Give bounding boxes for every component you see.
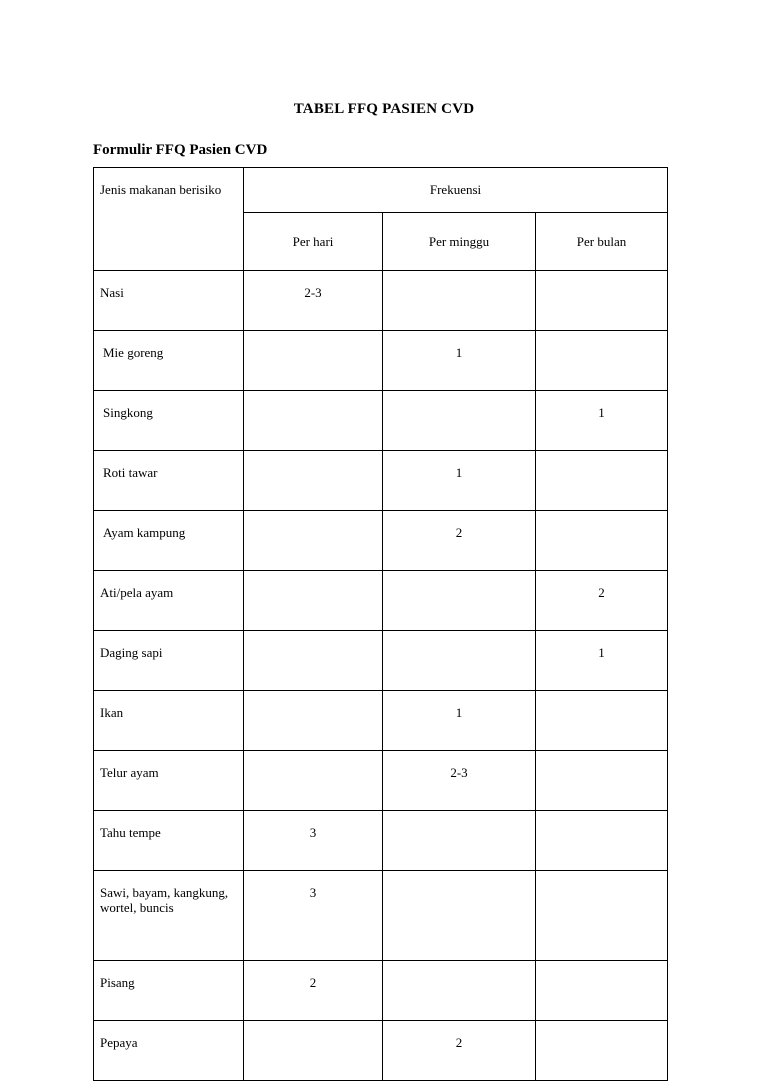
food-name: Roti tawar bbox=[94, 451, 244, 511]
table-row bbox=[94, 961, 668, 1021]
per-week-value bbox=[383, 571, 536, 631]
per-week-value bbox=[383, 391, 536, 451]
food-name: Singkong bbox=[94, 391, 244, 451]
per-day-value: 2 bbox=[244, 961, 383, 1021]
per-week-value: 2 bbox=[383, 511, 536, 571]
food-name: Pisang bbox=[94, 961, 244, 1021]
food-name: Mie goreng bbox=[94, 331, 244, 391]
food-name: Pepaya bbox=[94, 1021, 244, 1081]
food-name: Ikan bbox=[94, 691, 244, 751]
per-month-value bbox=[536, 451, 668, 511]
per-day-value bbox=[244, 331, 383, 391]
per-month-value bbox=[536, 811, 668, 871]
per-day-value bbox=[244, 751, 383, 811]
per-week-value: 2-3 bbox=[383, 751, 536, 811]
table-row bbox=[94, 451, 668, 511]
header-per-week: Per minggu bbox=[383, 213, 536, 271]
table-row bbox=[94, 391, 668, 451]
per-month-value bbox=[536, 871, 668, 961]
per-month-value bbox=[536, 751, 668, 811]
per-month-value bbox=[536, 271, 668, 331]
header-per-day: Per hari bbox=[244, 213, 383, 271]
per-day-value bbox=[244, 391, 383, 451]
per-month-value bbox=[536, 961, 668, 1021]
table-row bbox=[94, 511, 668, 571]
header-per-month: Per bulan bbox=[536, 213, 668, 271]
per-week-value: 2 bbox=[383, 1021, 536, 1081]
table-row bbox=[94, 871, 668, 961]
per-week-value bbox=[383, 871, 536, 961]
per-week-value bbox=[383, 631, 536, 691]
per-day-value: 3 bbox=[244, 811, 383, 871]
per-day-value bbox=[244, 1021, 383, 1081]
table-row bbox=[94, 271, 668, 331]
per-month-value bbox=[536, 1021, 668, 1081]
per-day-value bbox=[244, 691, 383, 751]
food-name: Sawi, bayam, kangkung, wortel, buncis bbox=[94, 871, 244, 961]
table-row bbox=[94, 811, 668, 871]
header-food-type: Jenis makanan berisiko bbox=[94, 168, 244, 271]
per-day-value: 3 bbox=[244, 871, 383, 961]
per-month-value bbox=[536, 331, 668, 391]
per-day-value bbox=[244, 571, 383, 631]
food-name: Tahu tempe bbox=[94, 811, 244, 871]
table-row bbox=[94, 691, 668, 751]
table-row bbox=[94, 631, 668, 691]
per-week-value bbox=[383, 271, 536, 331]
per-day-value: 2-3 bbox=[244, 271, 383, 331]
per-month-value: 1 bbox=[536, 391, 668, 451]
table-row bbox=[94, 331, 668, 391]
table-row bbox=[94, 751, 668, 811]
form-title: Formulir FFQ Pasien CVD bbox=[93, 142, 268, 158]
per-day-value bbox=[244, 511, 383, 571]
per-day-value bbox=[244, 451, 383, 511]
per-month-value: 1 bbox=[536, 631, 668, 691]
table-row bbox=[94, 571, 668, 631]
per-month-value: 2 bbox=[536, 571, 668, 631]
header-frequency: Frekuensi bbox=[244, 168, 668, 213]
per-day-value bbox=[244, 631, 383, 691]
table-row bbox=[94, 1021, 668, 1081]
per-month-value bbox=[536, 691, 668, 751]
header-row-top bbox=[94, 168, 668, 213]
per-month-value bbox=[536, 511, 668, 571]
per-week-value bbox=[383, 961, 536, 1021]
food-name: Ati/pela ayam bbox=[94, 571, 244, 631]
food-name: Daging sapi bbox=[94, 631, 244, 691]
food-name: Telur ayam bbox=[94, 751, 244, 811]
food-name: Nasi bbox=[94, 271, 244, 331]
per-week-value: 1 bbox=[383, 691, 536, 751]
per-week-value: 1 bbox=[383, 331, 536, 391]
per-week-value: 1 bbox=[383, 451, 536, 511]
food-name: Ayam kampung bbox=[94, 511, 244, 571]
document-title: TABEL FFQ PASIEN CVD bbox=[293, 101, 475, 117]
ffq-table bbox=[93, 167, 668, 1081]
per-week-value bbox=[383, 811, 536, 871]
